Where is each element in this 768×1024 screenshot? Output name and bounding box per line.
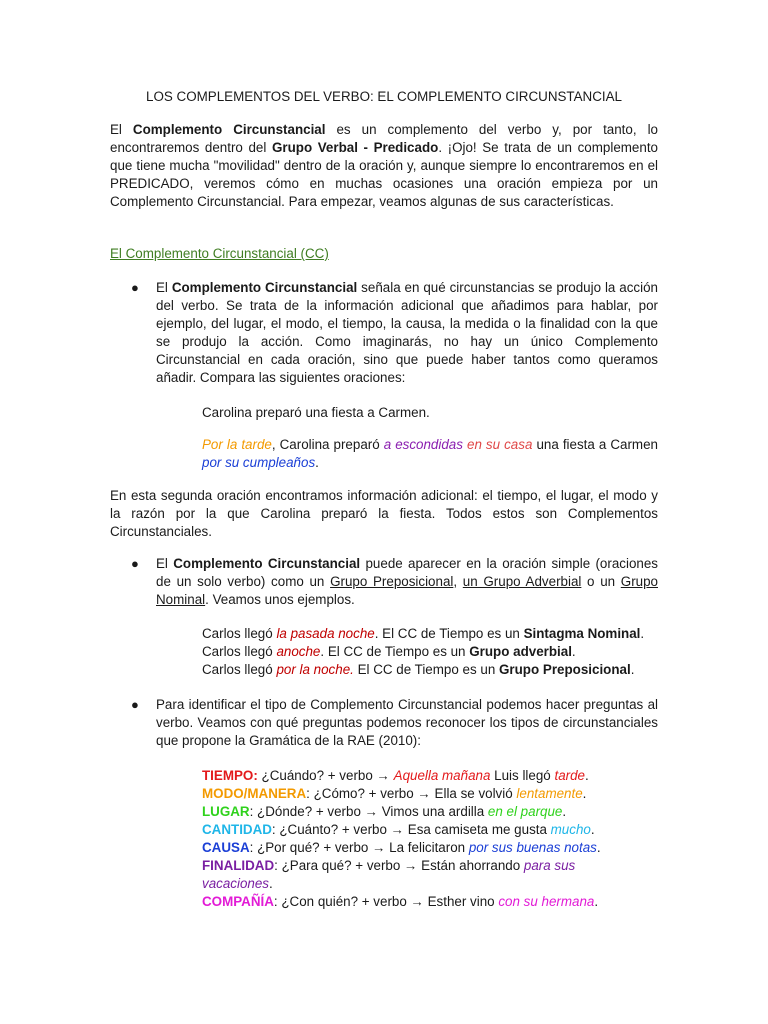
example-row: Carlos llegó la pasada noche. El CC de Tiempo es un Sintagma Nominal.: [202, 626, 645, 641]
page-title: LOS COMPLEMENTOS DEL VERBO: EL COMPLEMENTO CIRCUNSTANCIAL: [146, 89, 622, 104]
type-lugar: LUGAR: ¿Dónde? + verbo → Vimos una ardilla en el parque.: [202, 804, 567, 819]
example-row: Carlos llegó por la noche. El CC de Tiempo es un Grupo Preposicional.: [202, 662, 635, 677]
example-sentence-1: Carolina preparó una fiesta a Carmen.: [202, 405, 430, 420]
type-compania: COMPAÑÍA: ¿Con quién? + verbo → Esther vino con su hermana.: [202, 894, 599, 909]
type-modo: MODO/MANERA: ¿Cómo? + verbo → Ella se volvió lentamente.: [202, 786, 587, 801]
type-finalidad: FINALIDAD: ¿Para qué? + verbo → Están ahorrando para sus vacaciones.: [202, 858, 576, 891]
section-heading: El Complemento Circunstancial (CC): [110, 246, 329, 261]
paragraph-2: En esta segunda oración encontramos información adicional: el tiempo, el lugar, el modo y la razón por la que Carolina preparó la fiesta. Todos estos son Complementos Circunstanciales.: [110, 488, 658, 539]
intro-paragraph: El Complemento Circunstancial es un complemento del verbo y, por tanto, lo encontraremos dentro del Grupo Verbal - Predicado. ¡Ojo! Se trata de un complemento que tiene mucha "movilidad" dentro de la oración y, aunque siempre lo encontraremos en el PREDICADO, veremos cómo en muchas ocasiones una oración empieza por un Complemento Circunstancial. Para empezar, veamos algunas de sus características.: [110, 122, 658, 209]
type-cantidad: CANTIDAD: ¿Cuánto? + verbo → Esa camiseta me gusta mucho.: [202, 822, 595, 837]
cc-a-escondidas: a escondidas: [383, 437, 463, 452]
bullet-dot: ●: [131, 556, 139, 571]
bullet-dot: ●: [131, 697, 139, 712]
cc-por-la-tarde: Por la tarde: [202, 437, 272, 452]
cc-en-su-casa: en su casa: [467, 437, 533, 452]
type-tiempo: TIEMPO: ¿Cuándo? + verbo → Aquella mañana Luis llegó tarde.: [202, 768, 589, 783]
example-sentence-2: Por la tarde, Carolina preparó a escondidas en su casa una fiesta a Carmen por su cumpleaños.: [202, 437, 658, 470]
cc-por-su-cumpleanos: por su cumpleaños: [202, 455, 316, 470]
bullet-2-text: El Complemento Circunstancial puede aparecer en la oración simple (oraciones de un solo verbo) como un Grupo Preposicional, un Grupo Adverbial o un Grupo Nominal. Veamos unos ejemplos.: [156, 556, 658, 607]
bullet-1-text: El Complemento Circunstancial señala en qué circunstancias se produjo la acción del verbo. Se trata de la información adicional que añadimos para hablar, por ejemplo, del lugar, el modo, el tiempo, la causa, la medida o la finalidad con la que se produjo la acción. Como imaginarás, no hay un único Complemento Circunstancial en cada oración, sino que puede haber tantos como queramos añadir. Compara las siguientes oraciones:: [156, 280, 658, 385]
bullet-dot: ●: [131, 280, 139, 295]
bullet-3-text: Para identificar el tipo de Complemento Circunstancial podemos hacer preguntas al verbo. Veamos con qué preguntas podemos reconocer los tipos de circunstanciales que propone la Gramática de la RAE (2010):: [156, 697, 658, 748]
example-row: Carlos llegó anoche. El CC de Tiempo es un Grupo adverbial.: [202, 644, 576, 659]
type-causa: CAUSA: ¿Por qué? + verbo → La felicitaron por sus buenas notas.: [202, 840, 601, 855]
